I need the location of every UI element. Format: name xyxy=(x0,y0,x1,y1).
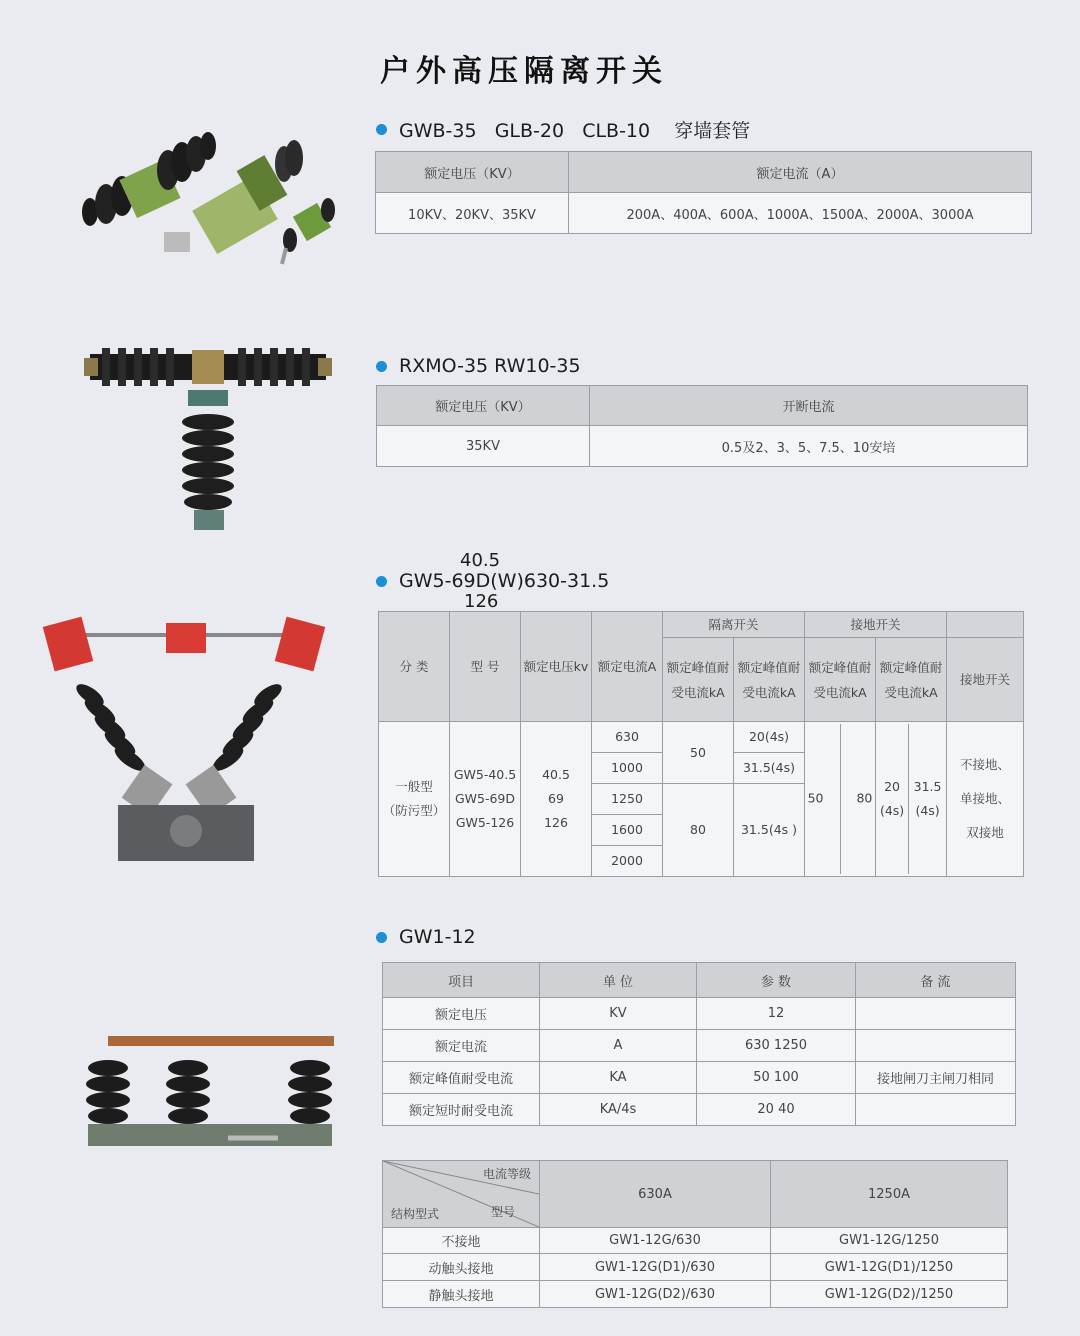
diagonal-header-cell xyxy=(383,1161,540,1228)
earthing-options-cell: 不接地、 单接地、 双接地 xyxy=(947,722,1024,877)
col-header: 额定峰值耐受电流kA xyxy=(663,638,734,722)
col-header: 额定电压kv xyxy=(521,612,592,722)
table-cell: 额定电压 xyxy=(383,998,540,1030)
table-cell: 静触头接地 xyxy=(383,1281,540,1308)
table-cell: 接地闸刀主闸刀相同 xyxy=(856,1062,1016,1094)
table-cell: 50 100 xyxy=(697,1062,856,1094)
col-header: 额定电压（KV） xyxy=(376,152,569,193)
bushing-table xyxy=(375,151,1032,234)
table-cell: KA xyxy=(540,1062,697,1094)
col-header: 单 位 xyxy=(540,963,697,998)
col-header: 型 号 xyxy=(450,612,521,722)
gw1-params-table xyxy=(382,962,1016,1126)
bullet-icon xyxy=(376,576,387,587)
col-header: 分 类 xyxy=(379,612,450,722)
table-cell: GW1-12G(D1)/630 xyxy=(540,1254,771,1281)
table-cell: 20 40 xyxy=(697,1094,856,1126)
category-cell: 一般型 （防污型） xyxy=(379,722,450,877)
col-header: 1250A xyxy=(771,1161,1008,1228)
voltage-cell: 40.5 69 126 xyxy=(521,722,592,877)
table-cell: 动触头接地 xyxy=(383,1254,540,1281)
table-cell: 50 80 xyxy=(805,722,876,877)
col-header: 额定峰值耐受电流kA xyxy=(734,638,805,722)
section-heading-fuse: RXMO-35 RW10-35 xyxy=(376,355,581,377)
heading-superscript: 40.5 xyxy=(460,550,501,571)
table-cell: GW1-12G/630 xyxy=(540,1228,771,1254)
table-cell: KA/4s xyxy=(540,1094,697,1126)
col-header: 额定峰值耐受电流kA xyxy=(805,638,876,722)
table-cell: 额定峰值耐受电流 xyxy=(383,1062,540,1094)
table-cell: 20(4s) xyxy=(734,722,805,753)
table-cell: 20 (4s) 31.5 (4s) xyxy=(876,722,947,877)
current-cell: 2000 xyxy=(592,846,663,877)
col-header: 额定电流A xyxy=(592,612,663,722)
table-cell: 31.5(4s ) xyxy=(734,784,805,877)
table-cell: 50 xyxy=(663,722,734,784)
table-cell: 不接地 xyxy=(383,1228,540,1254)
table-cell: 额定电流 xyxy=(383,1030,540,1062)
page-title: 户外高压隔离开关 xyxy=(380,54,668,89)
table-cell xyxy=(856,998,1016,1030)
table-cell: 35KV xyxy=(377,426,590,467)
corner-label-structure: 结构型式 xyxy=(391,1207,440,1221)
table-cell: KV xyxy=(540,998,697,1030)
current-cell: 1600 xyxy=(592,815,663,846)
table-cell: GW1-12G(D2)/630 xyxy=(540,1281,771,1308)
table-cell: 200A、400A、600A、1000A、1500A、2000A、3000A xyxy=(569,193,1032,234)
table-cell: 31.5(4s) xyxy=(734,753,805,784)
current-cell: 630 xyxy=(592,722,663,753)
col-header: 接地开关 xyxy=(947,638,1024,722)
table-cell: 630 1250 xyxy=(697,1030,856,1062)
group-header: 接地开关 xyxy=(805,612,947,638)
section-heading-bushing: GWB-35 GLB-20 CLB-10 穿墙套管 xyxy=(376,116,750,143)
heading-subscript: 126 xyxy=(464,591,499,612)
current-cell: 1000 xyxy=(592,753,663,784)
col-header: 项目 xyxy=(383,963,540,998)
col-header: 开断电流 xyxy=(590,386,1028,426)
gw5-table xyxy=(378,611,1024,877)
bullet-icon xyxy=(376,361,387,372)
table-cell: 0.5及2、3、5、7.5、10安培 xyxy=(590,426,1028,467)
table-cell: GW1-12G(D1)/1250 xyxy=(771,1254,1008,1281)
corner-label-current: 电流等级 xyxy=(482,1167,531,1181)
fuse-table xyxy=(376,385,1028,467)
col-header: 额定电流（A） xyxy=(569,152,1032,193)
table-cell: A xyxy=(540,1030,697,1062)
bullet-icon xyxy=(376,124,387,135)
gw5-switch-image xyxy=(18,595,348,885)
wall-bushing-image xyxy=(60,120,360,280)
table-cell: 10KV、20KV、35KV xyxy=(376,193,569,234)
corner-label-model: 型号 xyxy=(490,1205,515,1219)
table-cell: GW1-12G(D2)/1250 xyxy=(771,1281,1008,1308)
table-cell xyxy=(856,1094,1016,1126)
table-cell: 80 xyxy=(663,784,734,877)
col-header: 备 流 xyxy=(856,963,1016,998)
group-header: 隔离开关 xyxy=(663,612,805,638)
table-cell: 12 xyxy=(697,998,856,1030)
table-cell: GW1-12G/1250 xyxy=(771,1228,1008,1254)
col-header: 额定电压（KV） xyxy=(377,386,590,426)
bullet-icon xyxy=(376,932,387,943)
section-heading-gw5: GW5-69D(W)630-31.5 xyxy=(376,570,609,592)
section-heading-gw1: GW1-12 xyxy=(376,926,476,948)
col-header: 参 数 xyxy=(697,963,856,998)
col-header: 630A xyxy=(540,1161,771,1228)
current-cell: 1250 xyxy=(592,784,663,815)
drop-out-fuse-image xyxy=(80,340,340,540)
model-cell: GW5-40.5 GW5-69D GW5-126 xyxy=(450,722,521,877)
col-header: 额定峰值耐受电流kA xyxy=(876,638,947,722)
gw1-model-table xyxy=(382,1160,1008,1308)
table-cell: 额定短时耐受电流 xyxy=(383,1094,540,1126)
gw1-switch-image xyxy=(78,1020,348,1160)
group-header xyxy=(947,612,1024,638)
table-cell xyxy=(856,1030,1016,1062)
